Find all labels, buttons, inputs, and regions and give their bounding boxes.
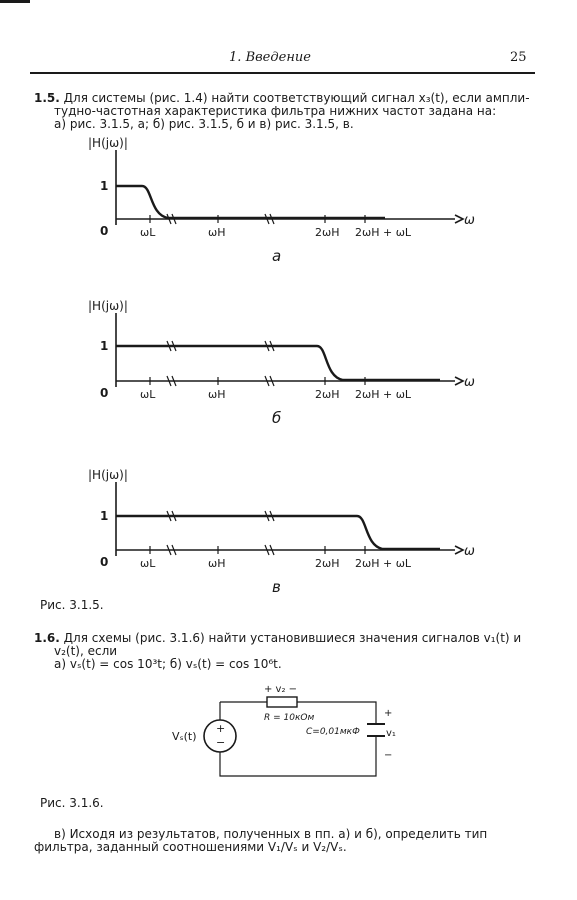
problem-1-6 <box>34 632 539 671</box>
y-tick-label: 1 <box>100 509 109 523</box>
y-tick-label: 1 <box>100 179 109 193</box>
resistor <box>267 697 297 707</box>
origin-label: 0 <box>100 224 109 238</box>
response-curve <box>116 516 440 549</box>
x-tick-label: 2ωH <box>315 388 340 401</box>
y-axis-label: |H(jω)| <box>88 136 128 150</box>
problem-text: тудно-частотная характеристика фильтра нижних частот задана на: <box>54 104 497 118</box>
problem-text: v₂(t), если <box>54 644 118 658</box>
y-axis-label: |H(jω)| <box>88 468 128 482</box>
problem-text: Для системы (рис. 1.4) найти соответствующий сигнал x₃(t), если ампли- <box>63 91 530 105</box>
x-tick-label: ωH <box>208 226 226 239</box>
subfigure-label: а <box>272 247 282 265</box>
figure-3-1-6-caption: Рис. 3.1.6. <box>40 796 104 810</box>
source-label: Vₛ(t) <box>172 730 197 743</box>
subfigure-label: б <box>272 409 282 427</box>
running-header: 1. Введение <box>229 50 311 65</box>
subfigure-label: в <box>272 578 281 596</box>
x-axis-arrow <box>455 546 463 554</box>
capacitor-plus: + <box>384 708 393 719</box>
x-tick-label: 2ωH + ωL <box>355 226 412 239</box>
x-tick-label: 2ωH + ωL <box>355 557 412 570</box>
x-tick-label: 2ωH + ωL <box>355 388 412 401</box>
x-tick-label: ωH <box>208 557 226 570</box>
capacitor-label: C=0,01мкФ <box>306 727 360 737</box>
x-tick-label: ωH <box>208 388 226 401</box>
x-tick-label: ωL <box>140 226 156 239</box>
x-tick-label: ωL <box>140 388 156 401</box>
y-tick-label: 1 <box>100 339 109 353</box>
x-axis-symbol: ω <box>464 375 475 390</box>
x-axis-arrow <box>455 215 463 223</box>
capacitor-voltage-label: v₁ <box>386 728 396 739</box>
x-tick-label: ωL <box>140 557 156 570</box>
page-number: 25 <box>510 50 527 65</box>
x-tick-label: 2ωH <box>315 557 340 570</box>
resistor-voltage-label: + v₂ − <box>264 684 298 695</box>
x-axis-arrow <box>455 377 463 385</box>
problem-text: в) Исходя из результатов, полученных в пп. а) и б), определить тип <box>54 827 488 841</box>
figure-3-1-6-circuit <box>160 680 420 790</box>
figure-3-1-5-caption: Рис. 3.1.5. <box>40 598 104 612</box>
source-minus: − <box>216 736 226 749</box>
problem-text: фильтра, заданный соотношениями V₁/Vₛ и V₂/Vₛ. <box>34 840 347 854</box>
response-curve <box>116 346 440 380</box>
y-axis-label: |H(jω)| <box>88 299 128 313</box>
x-tick-label: 2ωH <box>315 226 340 239</box>
x-axis-symbol: ω <box>464 544 475 559</box>
origin-label: 0 <box>100 555 109 569</box>
origin-label: 0 <box>100 386 109 400</box>
problem-number: 1.5. <box>34 91 60 105</box>
problem-1-6-part-c <box>34 828 539 854</box>
problem-text: а) vₛ(t) = cos 10³t; б) vₛ(t) = cos 10⁶t. <box>54 657 282 671</box>
problem-text: а) рис. 3.1.5, а; б) рис. 3.1.5, б и в) рис. 3.1.5, в. <box>54 117 354 131</box>
problem-number: 1.6. <box>34 631 60 645</box>
resistor-label: R = 10кОм <box>264 713 315 723</box>
source-plus: + <box>216 722 226 735</box>
capacitor-minus: − <box>384 750 393 761</box>
problem-text: Для схемы (рис. 3.1.6) найти установившиеся значения сигналов v₁(t) и <box>63 631 522 645</box>
x-axis-symbol: ω <box>464 213 475 228</box>
response-curve <box>116 186 385 218</box>
